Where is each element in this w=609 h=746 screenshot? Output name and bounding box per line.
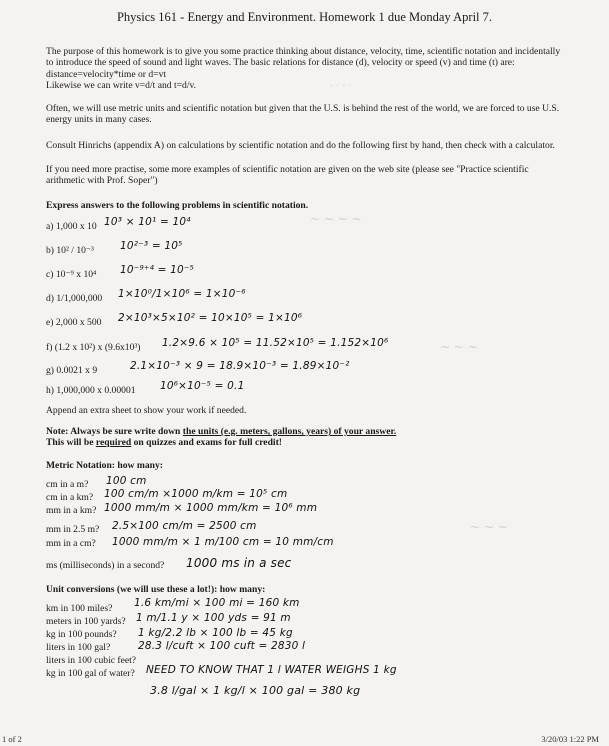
units-item-answer: NEED TO KNOW THAT 1 l WATER WEIGHS 1 kg [146,664,397,676]
note-text: This will be [46,437,96,448]
units-note-2 [46,437,282,448]
append-note: Append an extra sheet to show your work if needed. [46,405,247,416]
ghost-mark: ~ ~ ~ [470,520,508,534]
ghost-mark: . . . . [330,78,353,89]
sci-item-e-label: e) 2,000 x 500 [46,317,102,328]
metric-item-label: ms (milliseconds) in a second? [46,560,165,571]
metric-item-label: cm in a km? [46,492,94,503]
units-heading: Unit conversions (we will use these a lot!): how many: [46,584,266,595]
note-text: on quizzes and exams for full credit! [131,437,282,448]
ghost-mark: ~ ~ ~ [440,340,478,354]
intro-text-b: Likewise we can write v=d/t and t=d/v. [46,80,197,92]
metric-item-answer: 100 cm/m ×1000 m/km = 10⁵ cm [104,488,288,500]
sci-item-b-label: b) 10² / 10⁻³ [46,245,94,256]
sci-item-f-label: f) (1.2 x 10²) x (9.6x10³) [46,342,141,353]
note-required: required [95,437,132,448]
note-text: Note: Always be sure write down [46,426,183,437]
sci-item-d-answer: 1×10⁰/1×10⁶ = 1×10⁻⁶ [118,288,246,300]
intro-paragraph-3: Consult Hinrichs (appendix A) on calculations by scientific notation and do the following first by hand, then check with a calculator. [46,140,555,151]
sci-item-c-answer: 10⁻⁹⁺⁴ = 10⁻⁵ [120,264,195,276]
metric-item-label: mm in a km? [46,505,97,516]
note-text-underlined: the units (e.g. meters, gallons, years) of your answer. [182,426,397,437]
units-item-label: kg in 100 pounds? [46,629,117,640]
metric-item-label: cm in a m? [46,479,89,490]
intro-text: The purpose of this homework is to give you some practice thinking about distance, velocity, time, scientific notation and incidentally to introduce the speed of sound and light waves. The basic relations for distance (d), velocity or speed (v) and time (t) are: distance=velocity*time or d=vt [46,46,561,80]
ghost-mark: ~ ~ ~ ~ [310,212,362,226]
metric-item-answer: 100 cm [106,475,147,487]
sci-item-a-answer: 10³ × 10¹ = 10⁴ [104,216,191,228]
sci-item-c-label: c) 10⁻⁹ x 10⁴ [46,269,97,280]
sci-heading: Express answers to the following problems in scientific notation. [46,200,309,211]
sci-item-a-label: a) 1,000 x 10 [46,221,97,232]
metric-item-answer: 1000 mm/m × 1 m/100 cm = 10 mm/cm [112,536,334,548]
sci-item-d-label: d) 1/1,000,000 [46,293,103,304]
sci-item-g-label: g) 0.0021 x 9 [46,365,98,376]
sci-item-e-answer: 2×10³×5×10² = 10×10⁵ = 1×10⁶ [118,312,303,324]
metric-heading: Metric Notation: how many: [46,460,163,471]
print-timestamp: 3/20/03 1:22 PM [541,734,599,744]
units-item-answer: 1.6 km/mi × 100 mi = 160 km [134,597,300,609]
metric-item-label: mm in a cm? [46,538,96,549]
sci-item-h-answer: 10⁶×10⁻⁵ = 0.1 [160,380,245,392]
page-number: 1 of 2 [2,734,22,744]
intro-paragraph-2: Often, we will use metric units and scientific notation but given that the U.S. is behind the rest of the world, we are forced to use U.S. energy units in many cases. [46,103,560,126]
metric-item-answer: 2.5×100 cm/m = 2500 cm [112,520,257,532]
units-extra-answer: 3.8 l/gal × 1 kg/l × 100 gal = 380 kg [150,684,361,697]
units-item-answer: 1 m/1.1 y × 100 yds = 91 m [136,612,291,624]
units-item-label: liters in 100 gal? [46,642,111,653]
intro-paragraph-4: If you need more practise, some more examples of scientific notation are given on the web site (please see "Practice scientific arithmetic with Prof. Soper") [46,164,529,187]
units-item-label: liters in 100 cubic feet? [46,655,137,666]
sci-item-h-label: h) 1,000,000 x 0.00001 [46,385,136,396]
units-item-label: meters in 100 yards? [46,616,126,627]
sci-item-g-answer: 2.1×10⁻³ × 9 = 18.9×10⁻³ = 1.89×10⁻² [130,360,350,372]
units-item-label: km in 100 miles? [46,603,113,614]
sci-item-f-answer: 1.2×9.6 × 10⁵ = 11.52×10⁵ = 1.152×10⁶ [162,337,389,349]
sci-item-b-answer: 10²⁻³ = 10⁵ [120,240,183,252]
units-item-answer: 1 kg/2.2 lb × 100 lb = 45 kg [138,627,293,639]
intro-paragraph-1 [46,46,566,92]
metric-item-answer: 1000 mm/m × 1000 mm/km = 10⁶ mm [104,502,318,514]
metric-item-label: mm in 2.5 m? [46,524,100,535]
metric-item-answer: 1000 ms in a sec [186,556,292,570]
units-note [46,426,396,437]
units-item-answer: 28.3 l/cuft × 100 cuft = 2830 l [138,640,306,652]
page-title: Physics 161 - Energy and Environment. Homework 1 due Monday April 7. [116,10,493,24]
units-item-label: kg in 100 gal of water? [46,668,135,679]
